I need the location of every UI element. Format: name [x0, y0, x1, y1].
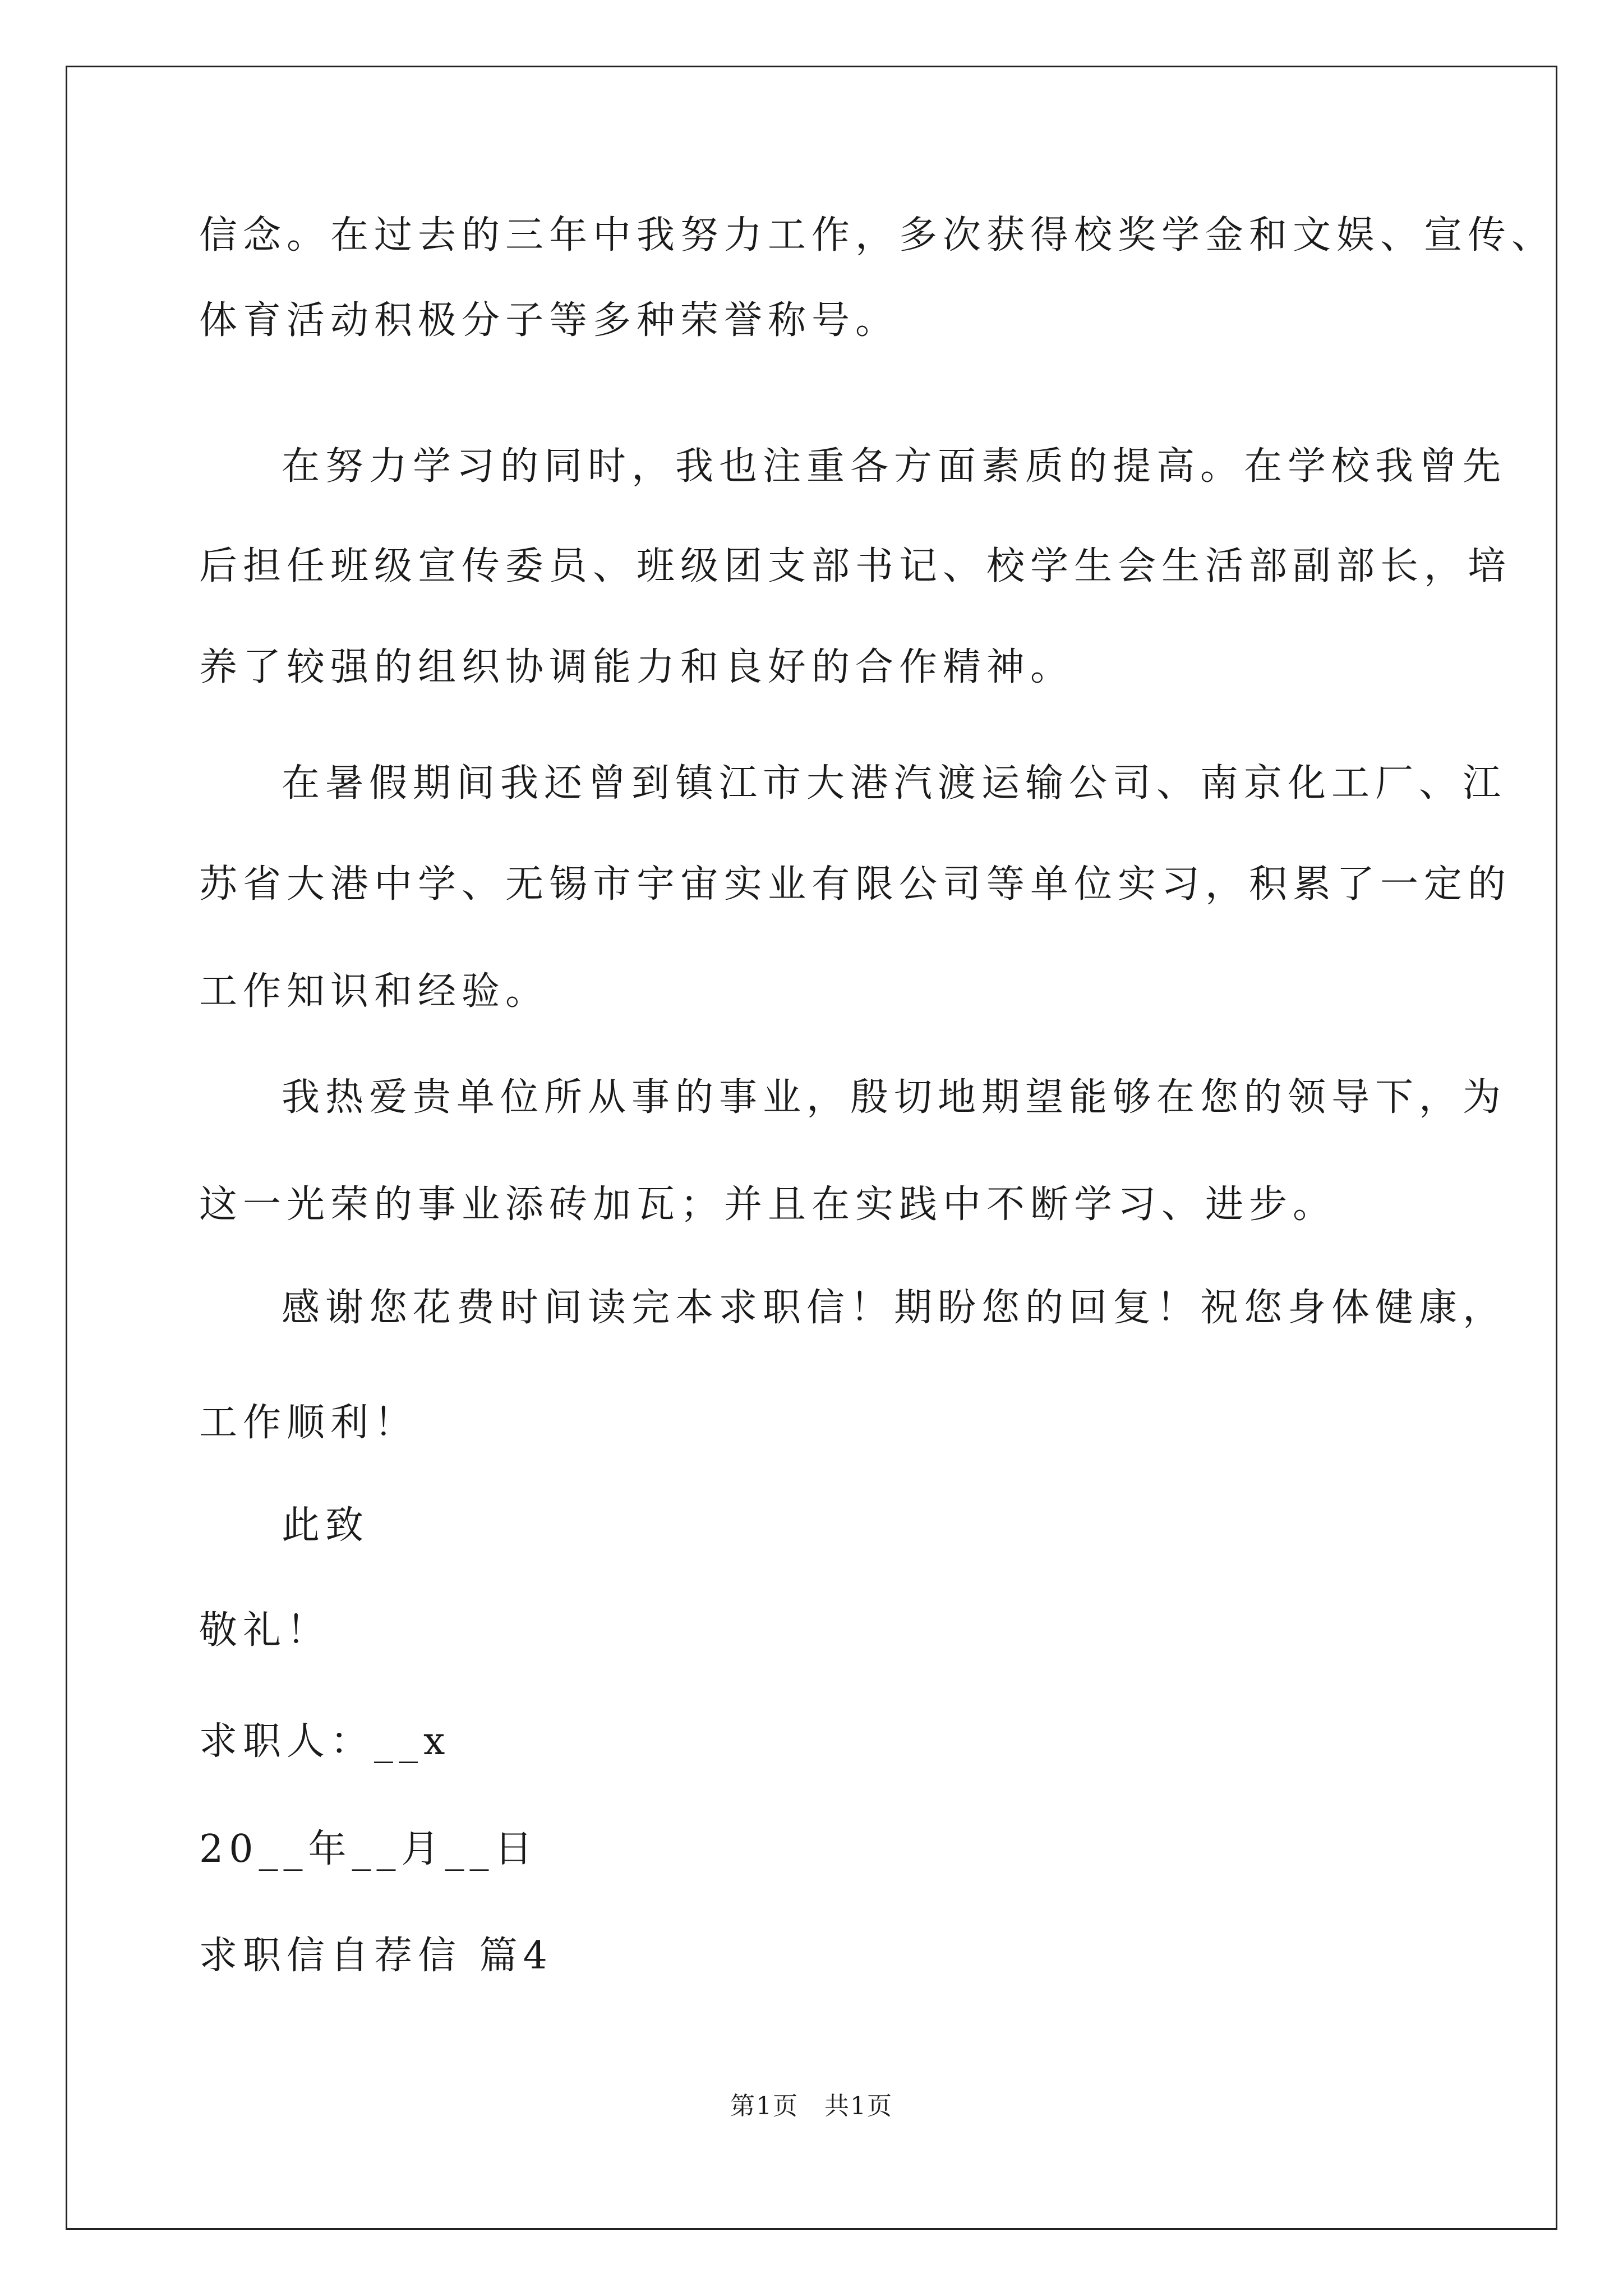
- text-line-1: 信念。在过去的三年中我努力工作，多次获得校奖学金和文娱、宣传、: [199, 213, 1556, 257]
- text-line-15: 求职人：__x: [199, 1719, 451, 1764]
- page-border: [66, 66, 1557, 2230]
- text-line-9: 我热爱贵单位所从事的事业，殷切地期望能够在您的领导下，为: [282, 1075, 1507, 1120]
- text-line-3: 在努力学习的同时，我也注重各方面素质的提高。在学校我曾先: [282, 444, 1507, 489]
- text-line-4: 后担任班级宣传委员、班级团支部书记、校学生会生活部副部长，培: [199, 544, 1512, 588]
- text-line-10: 这一光荣的事业添砖加瓦；并且在实践中不断学习、进步。: [199, 1182, 1337, 1227]
- text-line-8: 工作知识和经验。: [199, 969, 550, 1014]
- text-line-5: 养了较强的组织协调能力和良好的合作精神。: [199, 645, 1075, 689]
- page-footer: 第1页 共1页: [730, 2092, 893, 2120]
- text-line-13: 此致: [282, 1503, 370, 1548]
- section-heading: 求职信自荐信 篇4: [199, 1934, 553, 1978]
- text-line-2: 体育活动积极分子等多种荣誉称号。: [199, 298, 900, 343]
- text-line-14: 敬礼！: [199, 1608, 331, 1653]
- text-line-16: 20__年__月__日: [199, 1827, 538, 1871]
- text-line-6: 在暑假期间我还曾到镇江市大港汽渡运输公司、南京化工厂、江: [282, 761, 1507, 806]
- text-line-11: 感谢您花费时间读完本求职信！期盼您的回复！祝您身体健康，: [282, 1286, 1507, 1330]
- text-line-7: 苏省大港中学、无锡市宇宙实业有限公司等单位实习，积累了一定的: [199, 862, 1512, 907]
- text-line-12: 工作顺利！: [199, 1401, 418, 1445]
